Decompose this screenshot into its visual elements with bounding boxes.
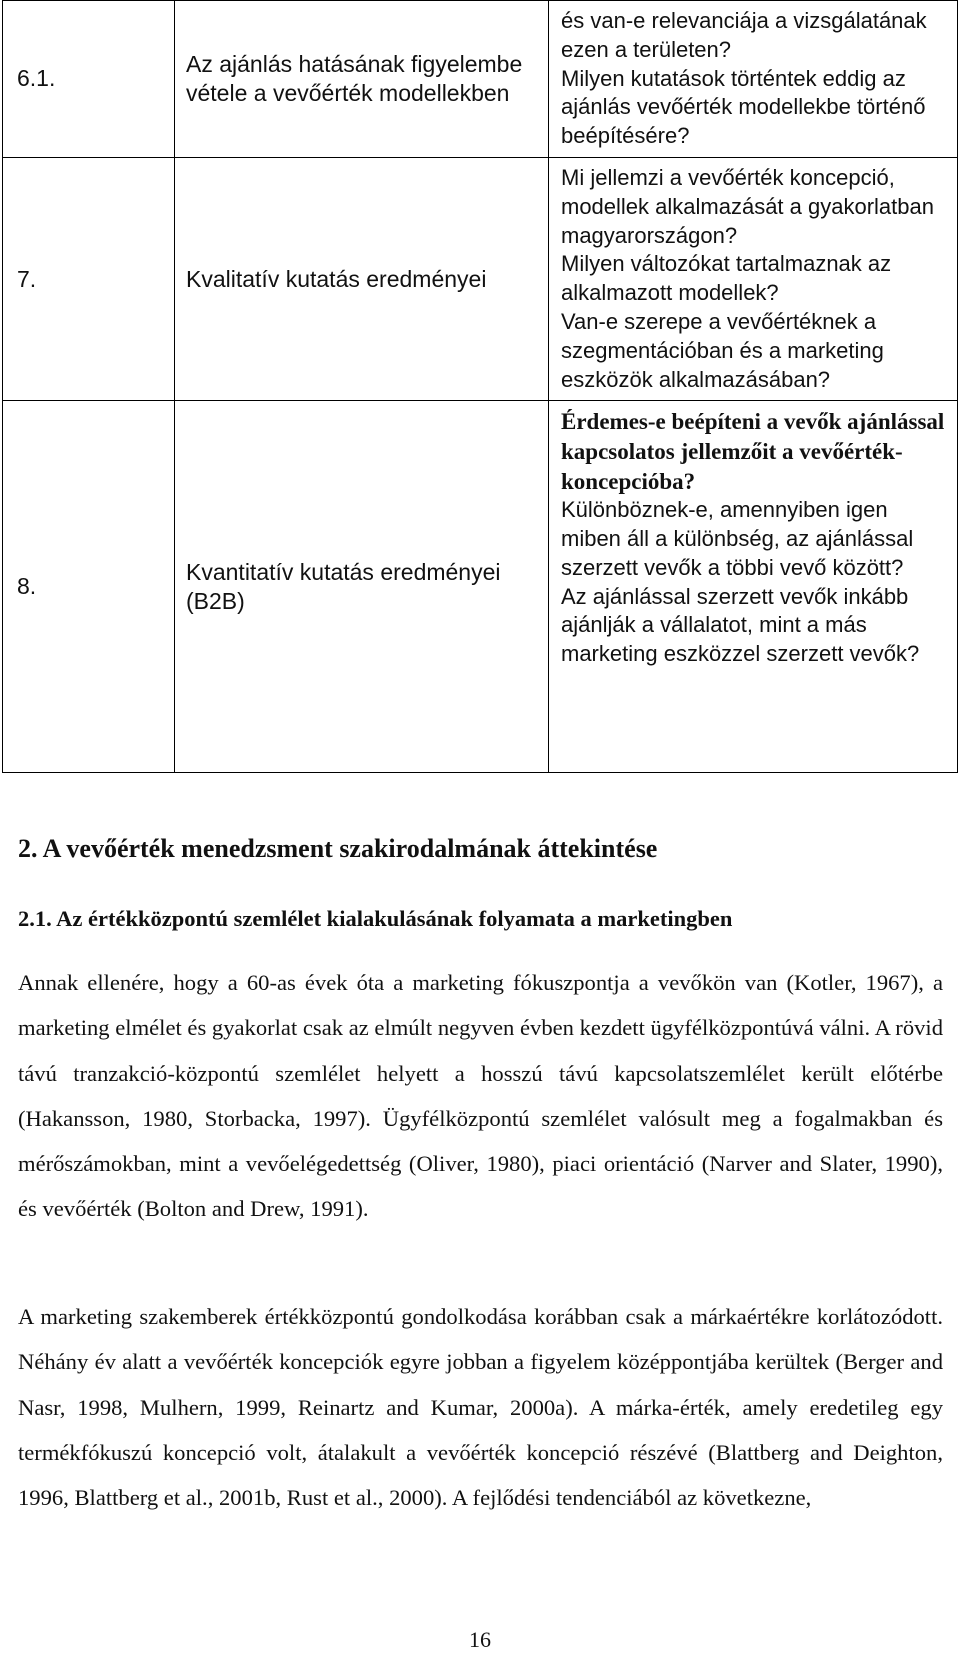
chapter-title-cell	[175, 157, 549, 400]
research-questions-table	[2, 0, 958, 773]
chapter-number: 7.	[17, 265, 37, 292]
table-row	[3, 1, 958, 158]
chapter-number-cell	[3, 157, 175, 400]
subsection-heading: 2.1. Az értékközpontú szemlélet kialakulásának folyamata a marketingben	[18, 906, 733, 931]
page-number: 16	[469, 1627, 491, 1652]
research-question: és van-e relevanciája a vizsgálatának ezen a területen?	[561, 8, 927, 62]
chapter-title: Kvalitatív kutatás eredményei	[186, 265, 487, 292]
section-heading: 2. A vevőérték menedzsment szakirodalmának áttekintése	[18, 834, 658, 863]
research-questions-cell	[549, 401, 958, 773]
chapter-number-cell	[3, 1, 175, 158]
research-question: Milyen változókat tartalmaznak az alkalmazott modellek?	[561, 251, 892, 306]
chapter-title-cell	[175, 401, 549, 773]
body-paragraph: A marketing szakemberek értékközpontú gondolkodása korábban csak a márkaértékre korlátozódott. Néhány év alatt a vevőérték koncepciók egyre jobban a figyelem középpontjába kerültek (Berger and Nasr, 1998, Mulhern, 1999, Reinartz and Kumar, 2000a). A márka-érték, amely eredetileg egy termékfókuszú koncepció volt, átalakult a vevőérték koncepció részévé (Blattberg and Deighton, 1996, Blattberg et al., 2001b, Rust et al., 2000). A fejlődési tendenciából az következne,	[18, 1304, 943, 1511]
chapter-number: 8.	[17, 573, 37, 600]
research-question: Milyen kutatások történtek eddig az ajánlás vevőérték modellekbe történő beépítésére?	[561, 65, 926, 149]
chapter-title-cell	[175, 1, 549, 158]
table-row	[3, 401, 958, 773]
chapter-title: Az ajánlás hatásának figyelembe vétele a vevőérték modellekben	[186, 50, 523, 106]
research-questions-cell	[549, 1, 958, 158]
body-paragraph: Annak ellenére, hogy a 60-as évek óta a marketing fókuszpontja a vevőkön van (Kotler, 1967), a marketing elmélet és gyakorlat csak az elmúlt negyven évben kezdett ügyfélközpontúvá válni. A rövid távú tranzakció-központú szemlélet helyett a hosszú távú kapcsolatszemlélet került előtérbe (Hakansson, 1980, Storbacka, 1997). Ügyfélközpontú szemlélet valósult meg a fogalmakban és mérőszámokban, mint a vevőelégedettség (Oliver, 1980), piaci orientáció (Narver and Slater, 1990), és vevőérték (Bolton and Drew, 1991).	[18, 970, 943, 1222]
chapter-number-cell	[3, 401, 175, 773]
research-question: Különböznek-e, amennyiben igen miben áll a különbség, az ajánlással szerzett vevők a többi vevő között?	[561, 497, 914, 580]
research-questions-cell	[549, 157, 958, 400]
research-question: Az ajánlással szerzett vevők inkább ajánlják a vállalatot, mint a más marketing eszközzel szerzett vevők?	[561, 583, 920, 667]
chapter-number: 6.1.	[17, 65, 56, 92]
chapter-title: Kvantitatív kutatás eredményei (B2B)	[186, 558, 501, 614]
research-question: Van-e szerepe a vevőértéknek a szegmentációban és a marketing eszközök alkalmazásában?	[561, 308, 884, 392]
research-question-highlighted: Érdemes-e beépíteni a vevők ajánlással kapcsolatos jellemzőit a vevőérték-koncepcióba?	[561, 409, 945, 494]
research-question: Mi jellemzi a vevőérték koncepció, modellek alkalmazását a gyakorlatban magyarországon?	[561, 164, 934, 248]
table-row	[3, 157, 958, 400]
